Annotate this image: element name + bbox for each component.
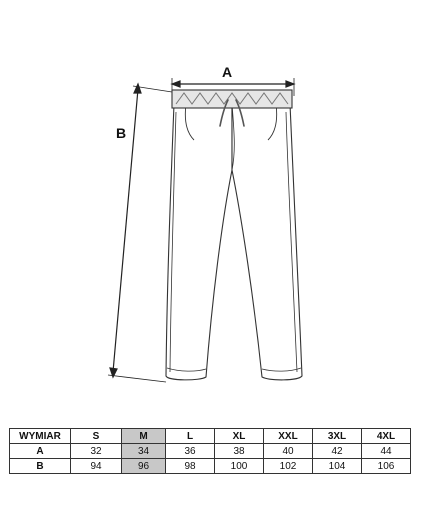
table-cell: 106: [362, 459, 411, 474]
size-table: [9, 428, 411, 474]
header-xxl: XXL: [264, 429, 313, 444]
header-4xl: 4XL: [362, 429, 411, 444]
header-m: M: [122, 429, 166, 444]
table-cell: 36: [166, 444, 215, 459]
header-xl: XL: [215, 429, 264, 444]
waistband: [172, 90, 292, 108]
row-label-a: A: [10, 444, 71, 459]
table-cell: 104: [313, 459, 362, 474]
table-cell: 32: [71, 444, 122, 459]
header-wymiar: WYMIAR: [10, 429, 71, 444]
pants-outline: [166, 104, 302, 380]
table-cell: 102: [264, 459, 313, 474]
table-cell: 34: [122, 444, 166, 459]
table-cell: 40: [264, 444, 313, 459]
row-label-b: B: [10, 459, 71, 474]
table-cell: 42: [313, 444, 362, 459]
table-cell: 98: [166, 459, 215, 474]
header-s: S: [71, 429, 122, 444]
size-table-row-a: [10, 444, 411, 459]
table-cell: 96: [122, 459, 166, 474]
size-table-header-row: [10, 429, 411, 444]
dimension-a-label: A: [221, 64, 233, 80]
table-cell: 38: [215, 444, 264, 459]
table-cell: 100: [215, 459, 264, 474]
table-cell: 44: [362, 444, 411, 459]
table-cell: 94: [71, 459, 122, 474]
header-3xl: 3XL: [313, 429, 362, 444]
header-l: L: [166, 429, 215, 444]
dimension-b-label: B: [116, 125, 127, 141]
size-table-row-b: [10, 459, 411, 474]
